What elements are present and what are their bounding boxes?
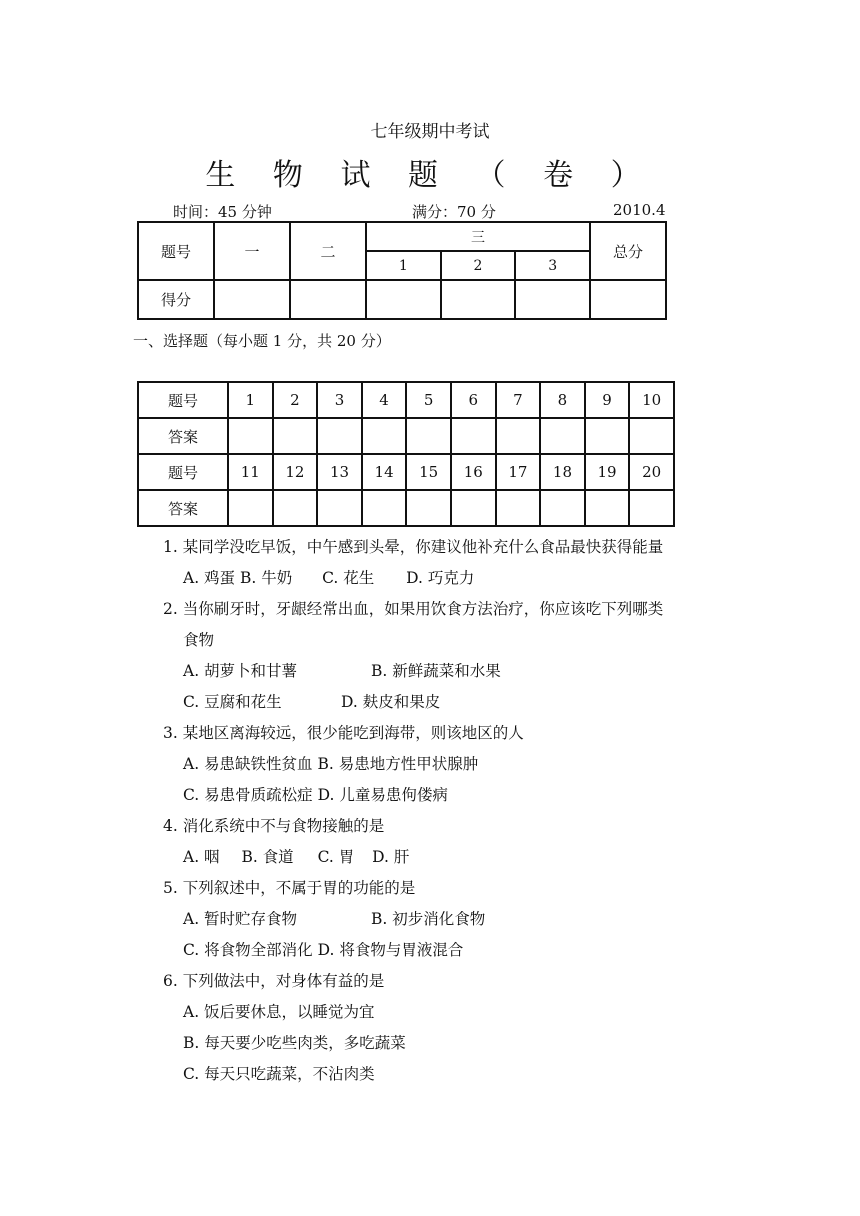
answer-cell[interactable] — [540, 418, 585, 454]
question-number: 8 — [540, 382, 585, 418]
question-5-options-row2 — [163, 935, 763, 966]
score-table-col-1: 一 — [214, 222, 290, 280]
option-b: B. 新鲜蔬菜和水果 — [371, 662, 501, 680]
question-6-stem: 6. 下列做法中，对身体有益的是 — [163, 972, 385, 990]
question-number: 13 — [317, 454, 362, 490]
answer-cell[interactable] — [496, 418, 541, 454]
answer-cell[interactable] — [540, 490, 585, 526]
score-cell[interactable] — [290, 280, 366, 319]
question-3-options-row1 — [163, 749, 763, 780]
score-table-col-3-sub: 2 — [441, 251, 516, 280]
question-6-option-b: B. 每天要少吃些肉类，多吃蔬菜 — [183, 1034, 406, 1052]
option-d: D. 巧克力 — [406, 569, 475, 587]
answer-cell[interactable] — [228, 490, 273, 526]
option-b: B. 牛奶 — [240, 569, 293, 587]
question-2-stem-continued: 食物 — [183, 631, 215, 649]
score-table — [137, 221, 667, 320]
question-number: 14 — [362, 454, 407, 490]
answer-cell[interactable] — [406, 418, 451, 454]
answer-cell[interactable] — [317, 418, 362, 454]
exam-full-score: 满分：70 分 — [412, 203, 496, 221]
question-number: 6 — [451, 382, 496, 418]
score-table-col-2: 二 — [290, 222, 366, 280]
option-b: B. 食道 — [241, 848, 294, 866]
option-c: C. 将食物全部消化 — [183, 941, 313, 959]
question-number: 20 — [629, 454, 674, 490]
question-5-stem: 5. 下列叙述中，不属于胃的功能的是 — [163, 879, 416, 897]
score-cell[interactable] — [515, 280, 590, 319]
question-5-options-row1 — [163, 904, 763, 935]
question-3-stem: 3. 某地区离海较远，很少能吃到海带，则该地区的人 — [163, 724, 524, 742]
section-heading: 一、选择题（每小题 1 分，共 20 分） — [133, 332, 391, 350]
option-d: D. 将食物与胃液混合 — [317, 941, 464, 959]
answer-cell[interactable] — [362, 490, 407, 526]
question-number: 18 — [540, 454, 585, 490]
answer-table-label-number: 题号 — [138, 382, 228, 418]
question-number: 11 — [228, 454, 273, 490]
answer-table-label-number: 题号 — [138, 454, 228, 490]
option-a: A. 鸡蛋 — [183, 569, 236, 587]
answer-table — [137, 381, 675, 527]
question-list — [163, 532, 763, 1090]
question-number: 10 — [629, 382, 674, 418]
question-number: 15 — [406, 454, 451, 490]
question-3-options-row2 — [163, 780, 763, 811]
question-number: 1 — [228, 382, 273, 418]
option-d: D. 肝 — [372, 848, 410, 866]
option-b: B. 易患地方性甲状腺肿 — [317, 755, 479, 773]
option-c: C. 易患骨质疏松症 — [183, 786, 313, 804]
option-c: C. 花生 — [322, 569, 375, 587]
score-cell[interactable] — [366, 280, 441, 319]
option-a: A. 易患缺铁性贫血 — [183, 755, 313, 773]
option-a: A. 胡萝卜和甘薯 — [183, 662, 298, 680]
question-number: 7 — [496, 382, 541, 418]
question-number: 5 — [406, 382, 451, 418]
answer-cell[interactable] — [273, 418, 318, 454]
score-table-col-3-sub: 3 — [515, 251, 590, 280]
question-number: 17 — [496, 454, 541, 490]
option-d: D. 麸皮和果皮 — [341, 693, 441, 711]
question-number: 19 — [585, 454, 630, 490]
answer-cell[interactable] — [273, 490, 318, 526]
question-2-stem: 2. 当你刷牙时，牙龈经常出血，如果用饮食方法治疗，你应该吃下列哪类 — [163, 600, 664, 618]
answer-cell[interactable] — [406, 490, 451, 526]
score-table-col-3-sub: 1 — [366, 251, 441, 280]
question-6-option-a: A. 饭后要休息，以睡觉为宜 — [183, 1003, 375, 1021]
answer-cell[interactable] — [629, 418, 674, 454]
answer-cell[interactable] — [629, 490, 674, 526]
score-table-total: 总分 — [590, 222, 666, 280]
score-cell[interactable] — [590, 280, 666, 319]
option-c: C. 胃 — [317, 848, 355, 866]
question-number: 2 — [273, 382, 318, 418]
answer-cell[interactable] — [228, 418, 273, 454]
score-table-label-score: 得分 — [138, 280, 214, 319]
question-6-option-c: C. 每天只吃蔬菜，不沾肉类 — [183, 1065, 375, 1083]
question-2-options-row1 — [163, 656, 763, 687]
answer-cell[interactable] — [585, 490, 630, 526]
question-1-options — [163, 563, 763, 594]
option-a: A. 咽 — [183, 848, 220, 866]
answer-cell[interactable] — [585, 418, 630, 454]
question-4-options — [163, 842, 763, 873]
question-number: 4 — [362, 382, 407, 418]
option-c: C. 豆腐和花生 — [183, 693, 282, 711]
exam-title: 生 物 试 题 （ 卷 ） — [205, 158, 655, 193]
answer-cell[interactable] — [496, 490, 541, 526]
question-number: 9 — [585, 382, 630, 418]
option-b: B. 初步消化食物 — [371, 910, 486, 928]
question-number: 16 — [451, 454, 496, 490]
exam-time: 时间：45 分钟 — [173, 203, 272, 221]
score-table-label-number: 题号 — [138, 222, 214, 280]
question-1-stem: 1. 某同学没吃早饭，中午感到头晕，你建议他补充什么食品最快获得能量 — [163, 538, 664, 556]
question-4-stem: 4. 消化系统中不与食物接触的是 — [163, 817, 385, 835]
score-cell[interactable] — [214, 280, 290, 319]
option-a: A. 暂时贮存食物 — [183, 910, 298, 928]
exam-subtitle: 七年级期中考试 — [370, 122, 490, 142]
answer-cell[interactable] — [317, 490, 362, 526]
score-table-col-3: 三 — [366, 222, 590, 251]
question-2-options-row2 — [163, 687, 763, 718]
exam-date: 2010.4 — [613, 201, 666, 219]
answer-table-label-answer: 答案 — [138, 490, 228, 526]
option-d: D. 儿童易患佝偻病 — [317, 786, 448, 804]
question-number: 3 — [317, 382, 362, 418]
score-cell[interactable] — [441, 280, 516, 319]
answer-cell[interactable] — [362, 418, 407, 454]
answer-cell[interactable] — [451, 418, 496, 454]
answer-table-label-answer: 答案 — [138, 418, 228, 454]
question-number: 12 — [273, 454, 318, 490]
answer-cell[interactable] — [451, 490, 496, 526]
